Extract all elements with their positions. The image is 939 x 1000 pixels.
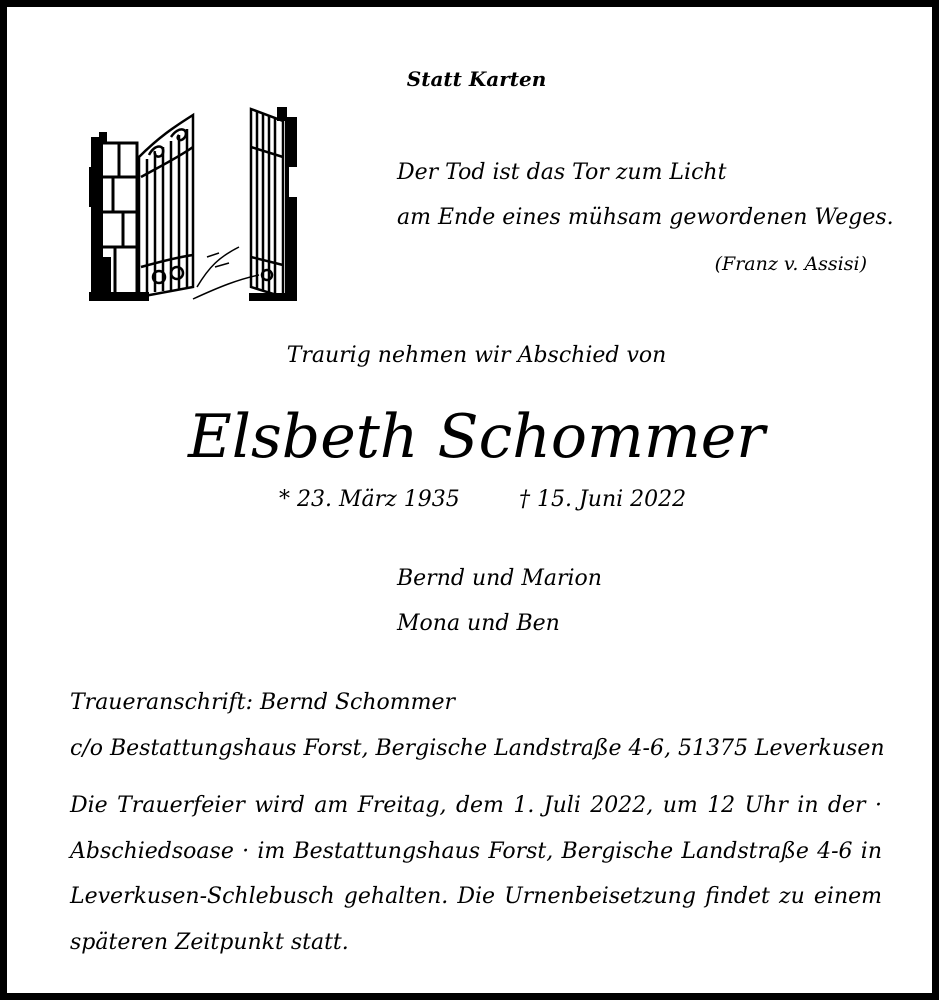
open-gate-icon [89,107,297,303]
death-date: † 15. Juni 2022 [519,487,687,512]
quote-line-2: am Ende eines mühsam gewordenen Weges. [397,205,894,230]
mourner-line: Mona und Ben [397,611,560,636]
address-line-2: c/o Bestattungshaus Forst, Bergische Landstraße 4-6, 51375 Leverkusen [70,736,885,761]
ceremony-paragraph: Die Trauerfeier wird am Freitag, dem 1. Juli 2022, um 12 Uhr in der · Abschiedsoase · im Bestattungshaus Forst, Bergische Landstraße 4-6 in Leverkusen-Schlebusch gehalten. Die Urnenbeisetzung findet zu einem späteren Zeitpunkt statt. [70,793,882,955]
quote-author: (Franz v. Assisi) [714,253,867,275]
address-line-1: Traueranschrift: Bernd Schommer [70,690,456,715]
header-title: Statt Karten [406,67,547,91]
birth-date: * 23. März 1935 [279,487,460,512]
deceased-name: Elsbeth Schommer [188,402,765,472]
quote-line-1: Der Tod ist das Tor zum Licht [397,160,727,185]
mourner-line: Bernd und Marion [397,566,602,591]
intro-text: Traurig nehmen wir Abschied von [286,343,667,368]
